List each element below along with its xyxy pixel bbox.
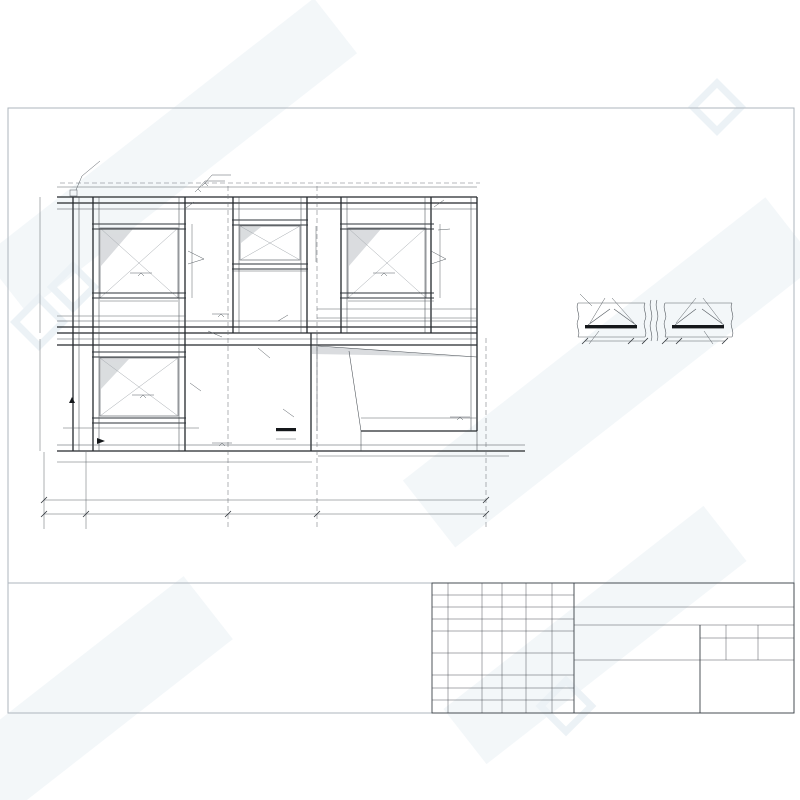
notes-block	[12, 592, 426, 594]
